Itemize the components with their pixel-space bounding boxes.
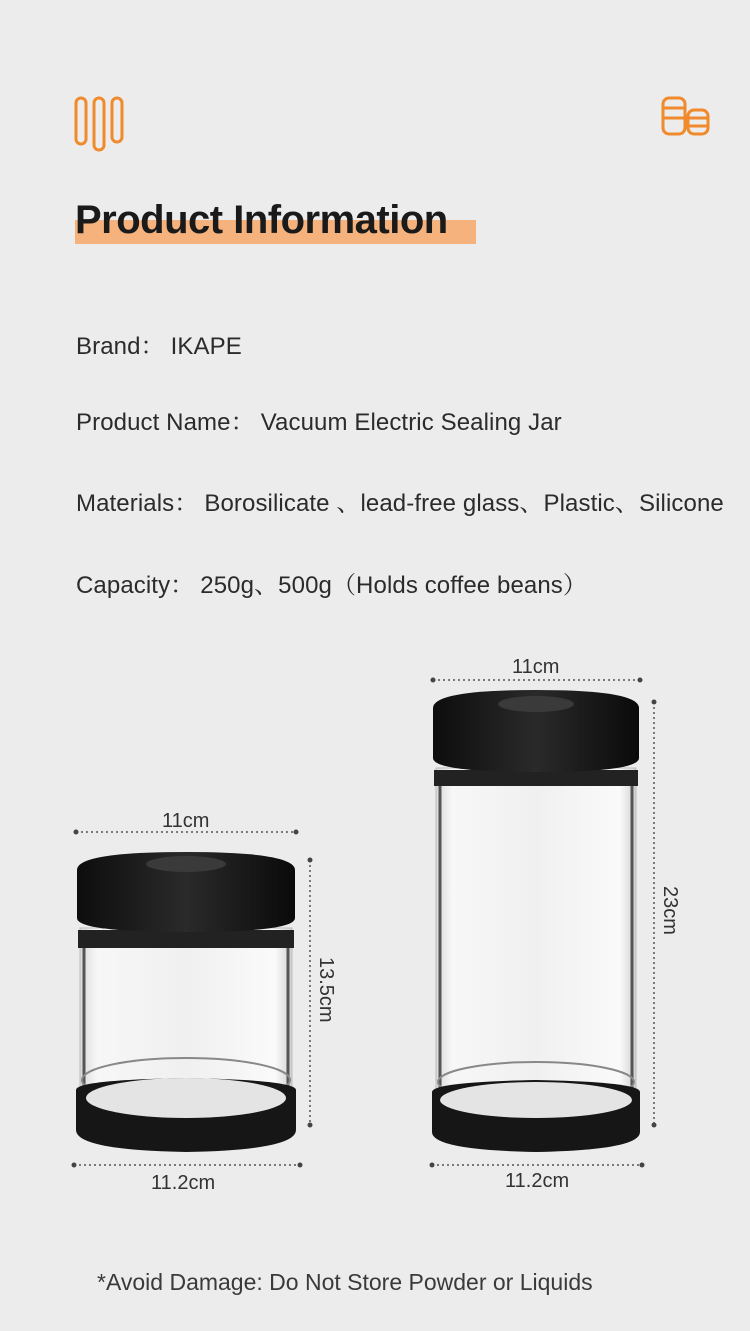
- stripes-logo-icon: [74, 94, 126, 157]
- spec-brand: [76, 326, 242, 361]
- small-jar-top-width: 11cm: [162, 810, 210, 832]
- large-jar: [432, 690, 640, 1152]
- small-jar: [76, 852, 296, 1152]
- spec-materials: [76, 483, 724, 518]
- small-jar-base-width: 11.2cm: [151, 1172, 216, 1194]
- spec-label: Product Name：: [76, 409, 255, 436]
- spec-capacity: [76, 565, 587, 600]
- large-jar-base-width: 11.2cm: [505, 1170, 570, 1192]
- warning-note: *Avoid Damage: Do Not Store Powder or Liquids: [97, 1269, 593, 1295]
- page-title: Product Information: [75, 198, 448, 242]
- large-jar-height: 23cm: [659, 886, 681, 935]
- spec-label: Brand：: [76, 333, 165, 360]
- spec-value: Borosilicate 、lead-free glass、Plastic、Silicone: [204, 490, 724, 517]
- spec-label: Capacity：: [76, 572, 195, 599]
- spec-label: Materials：: [76, 490, 199, 517]
- spec-value: Vacuum Electric Sealing Jar: [260, 409, 562, 436]
- title-block: [75, 198, 448, 243]
- spec-product-name: [76, 402, 562, 437]
- spec-value: 250g、500g（Holds coffee beans）: [200, 572, 587, 599]
- jars-icon: [660, 94, 712, 145]
- small-jar-height: 13.5cm: [315, 957, 337, 1023]
- large-jar-top-width: 11cm: [512, 656, 560, 678]
- product-photo: [0, 640, 750, 1200]
- spec-value: IKAPE: [170, 333, 242, 360]
